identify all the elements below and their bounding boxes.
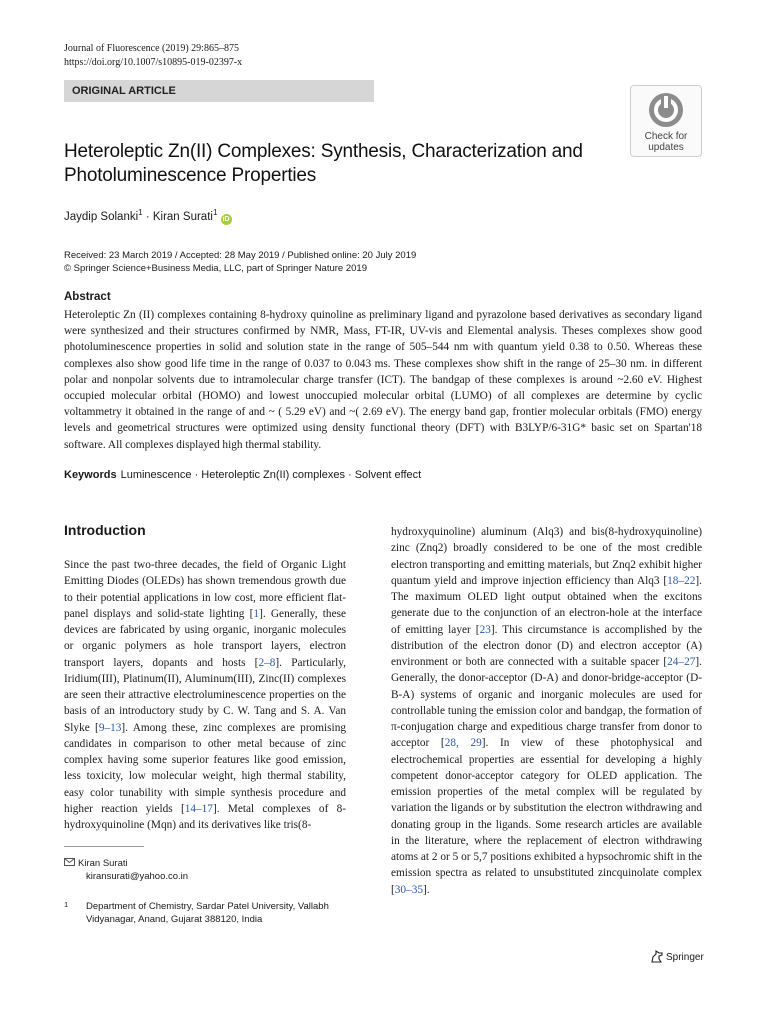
paragraph-text: ]. In view of these photophysical and electrochemical properties are essential for developing a highly competent donor-acceptor category for OLED application. The emission properties of the metal complex will be regulated by variation the ligands or by substitution the electron withdrawing and donating group in the ligands. Some research articles are available in the literature, where the replacement of electron withdrawing atoms at 2 or 5 or 5,7 positions exhibited a hypsochromic shift in the emission spectra as related to unsubstituted zincquinolate complex [: [391, 737, 702, 896]
affiliation-text: Department of Chemistry, Sardar Patel University, Vallabh Vidyanagar, Anand, Gujarat 388120, India: [86, 901, 329, 925]
corresponding-author-footnote: [64, 857, 188, 883]
affiliation-number: 1: [64, 900, 69, 909]
publisher-logo: [650, 950, 704, 965]
paragraph-text: Since the past two-three decades, the field of Organic Light Emitting Diodes (OLEDs) has shown tremendous growth due to their potential applications in low cost, more efficient flat-panel displays and solid-state lighting [: [64, 559, 346, 620]
author-separator: ·: [145, 210, 150, 223]
paragraph-text: ].: [423, 883, 430, 896]
publisher-name: Springer: [666, 952, 704, 963]
abstract-heading: Abstract: [64, 291, 111, 303]
orcid-icon[interactable]: iD: [222, 215, 230, 223]
check-updates-label-1: Check for: [644, 131, 688, 142]
author-name: Jaydip Solanki: [64, 210, 139, 223]
keywords-text: Luminescence · Heteroleptic Zn(II) complexes · Solvent effect: [120, 469, 422, 481]
doi-link[interactable]: https://doi.org/10.1007/s10895-019-02397-x: [64, 57, 243, 68]
article-type-banner: ORIGINAL ARTICLE: [64, 80, 374, 102]
check-updates-label-2: updates: [648, 142, 684, 153]
paragraph-text: ]. Generally, these devices are fabricated by using organic, inorganic molecules or organic polymers as hole transport layers, electron transport layers, dopants and hosts [: [64, 607, 346, 669]
citation-link[interactable]: 24–27: [667, 656, 696, 668]
citation-link[interactable]: 28, 29: [444, 737, 482, 750]
publication-dates: Received: 23 March 2019 / Accepted: 28 May 2019 / Published online: 20 July 2019: [64, 250, 417, 261]
citation-link[interactable]: 14–17: [184, 802, 213, 815]
affiliation-footnote: [64, 900, 364, 926]
body-column-left: [64, 557, 346, 833]
copyright-notice: © Springer Science+Business Media, LLC, part of Springer Nature 2019: [64, 263, 367, 274]
section-heading-introduction: Introduction: [64, 522, 146, 538]
citation-link[interactable]: 23: [479, 623, 491, 636]
envelope-icon: [64, 857, 78, 870]
citation-link[interactable]: 2–8: [258, 656, 276, 669]
author-list: [64, 206, 232, 225]
citation-link[interactable]: 30–35: [394, 883, 424, 896]
citation-link[interactable]: 18–22: [667, 574, 696, 587]
footnote-divider: [64, 846, 144, 847]
paragraph-text: ]. Particularly, Iridium(III), Platinum(II), Aluminum(III), Zinc(II) complexes are seen their attractive electroluminescence properties on the basis of an introductory study by C. W. Tang and S. A. Van Slyke [: [64, 656, 346, 734]
paragraph-text: hydroxyquinoline) aluminum (Alq3) and bis(8-hydroxyquinoline) zinc (Znq2) broadly considered to be one of the most credible electron transporting and emitting materials, but Znq2 exhibit higher quantum yield and improve injection efficiency than Alq3 [: [391, 526, 702, 587]
paragraph-text: ]. Metal complexes of 8-hydroxyquinoline (Mqn) and its derivatives like tris(8-: [64, 802, 346, 831]
paragraph-text: ]. Among these, zinc complexes are promising candidates in comparison to other metal because of zinc complex having some superior features like good emission, less toxicity, low molecular weight, high thermal stability, easy color tunability with simple synthesis procedure and higher reaction yields [: [64, 721, 346, 815]
keywords-line: [64, 468, 421, 482]
email-link[interactable]: kiransurati@yahoo.co.in: [86, 871, 189, 882]
journal-citation: Journal of Fluorescence (2019) 29:865–875: [64, 43, 239, 54]
corresponding-author-name: Kiran Surati: [78, 858, 128, 869]
affiliation-marker: 1: [212, 208, 218, 217]
check-for-updates-badge[interactable]: [630, 85, 702, 157]
author-name: Kiran Surati: [152, 210, 213, 223]
citation-link[interactable]: 1: [253, 607, 260, 620]
springer-horse-icon: [650, 950, 664, 963]
article-title: Heteroleptic Zn(II) Complexes: Synthesis, Characterization and Photoluminescence Properties: [64, 141, 583, 186]
citation-link[interactable]: 9–13: [98, 721, 122, 734]
paragraph-text: ]. Generally, the donor-acceptor (D-A) and donor-bridge-acceptor (D-B-A) systems of organic and inorganic molecules are used for controllable tuning the emission color and bandgap, the formation of π-conjugation charge and expeditious charge transfer from donor to acceptor [: [391, 656, 702, 750]
body-column-right: [391, 524, 702, 898]
check-updates-icon: [647, 91, 685, 129]
affiliation-marker: 1: [138, 208, 143, 217]
keywords-label: Keywords: [64, 469, 117, 481]
paragraph-text: ]. The maximum OLED light output obtained when the excitons generate due to the conjunction of an electron-hole at the interface of emitting layer [: [391, 574, 702, 636]
paragraph-text: ]. This circumstance is accomplished by the distribution of the electron donor (D) and electron acceptor (A) environment or both are connected with a suitable spacer [: [391, 623, 703, 668]
abstract-text: Heteroleptic Zn (II) complexes containing 8-hydroxy quinoline as preliminary ligand and pyrazolone based derivatives as secondary ligand were synthesized and their structures confirmed by NMR, Mass, FT-IR, UV-vis and Elemental analysis. Theses complexes show good photoluminescence properties in solid and solution state in the range of 505–544 nm with quantum yield 0.38 to 0.50. Whereas these complexes also show good life time in the range of 0.037 to 0.043 ms. These complexes show shift in the range of 25–30 nm. in different polar and nonpolar solvents due to intramolecular charge transfer (ICT). The bandgap of these complexes is around ~2.60 eV. Highest occupied molecular orbital (HOMO) and lowest unoccupied molecular orbital (LUMO) of all complexes are determine by cyclic voltammetry it obtained in the range of and ~ ( 5.29 eV) and ~( 2.69 eV). The energy band gap, frontier molecular orbitals (FMO) energy levels and geometrical structures were optimized using density functional theory (DFT) with B3LYP/6-31G* basic set on Spartan'18 software. All complexes displayed high thermal stability.: [64, 309, 702, 451]
